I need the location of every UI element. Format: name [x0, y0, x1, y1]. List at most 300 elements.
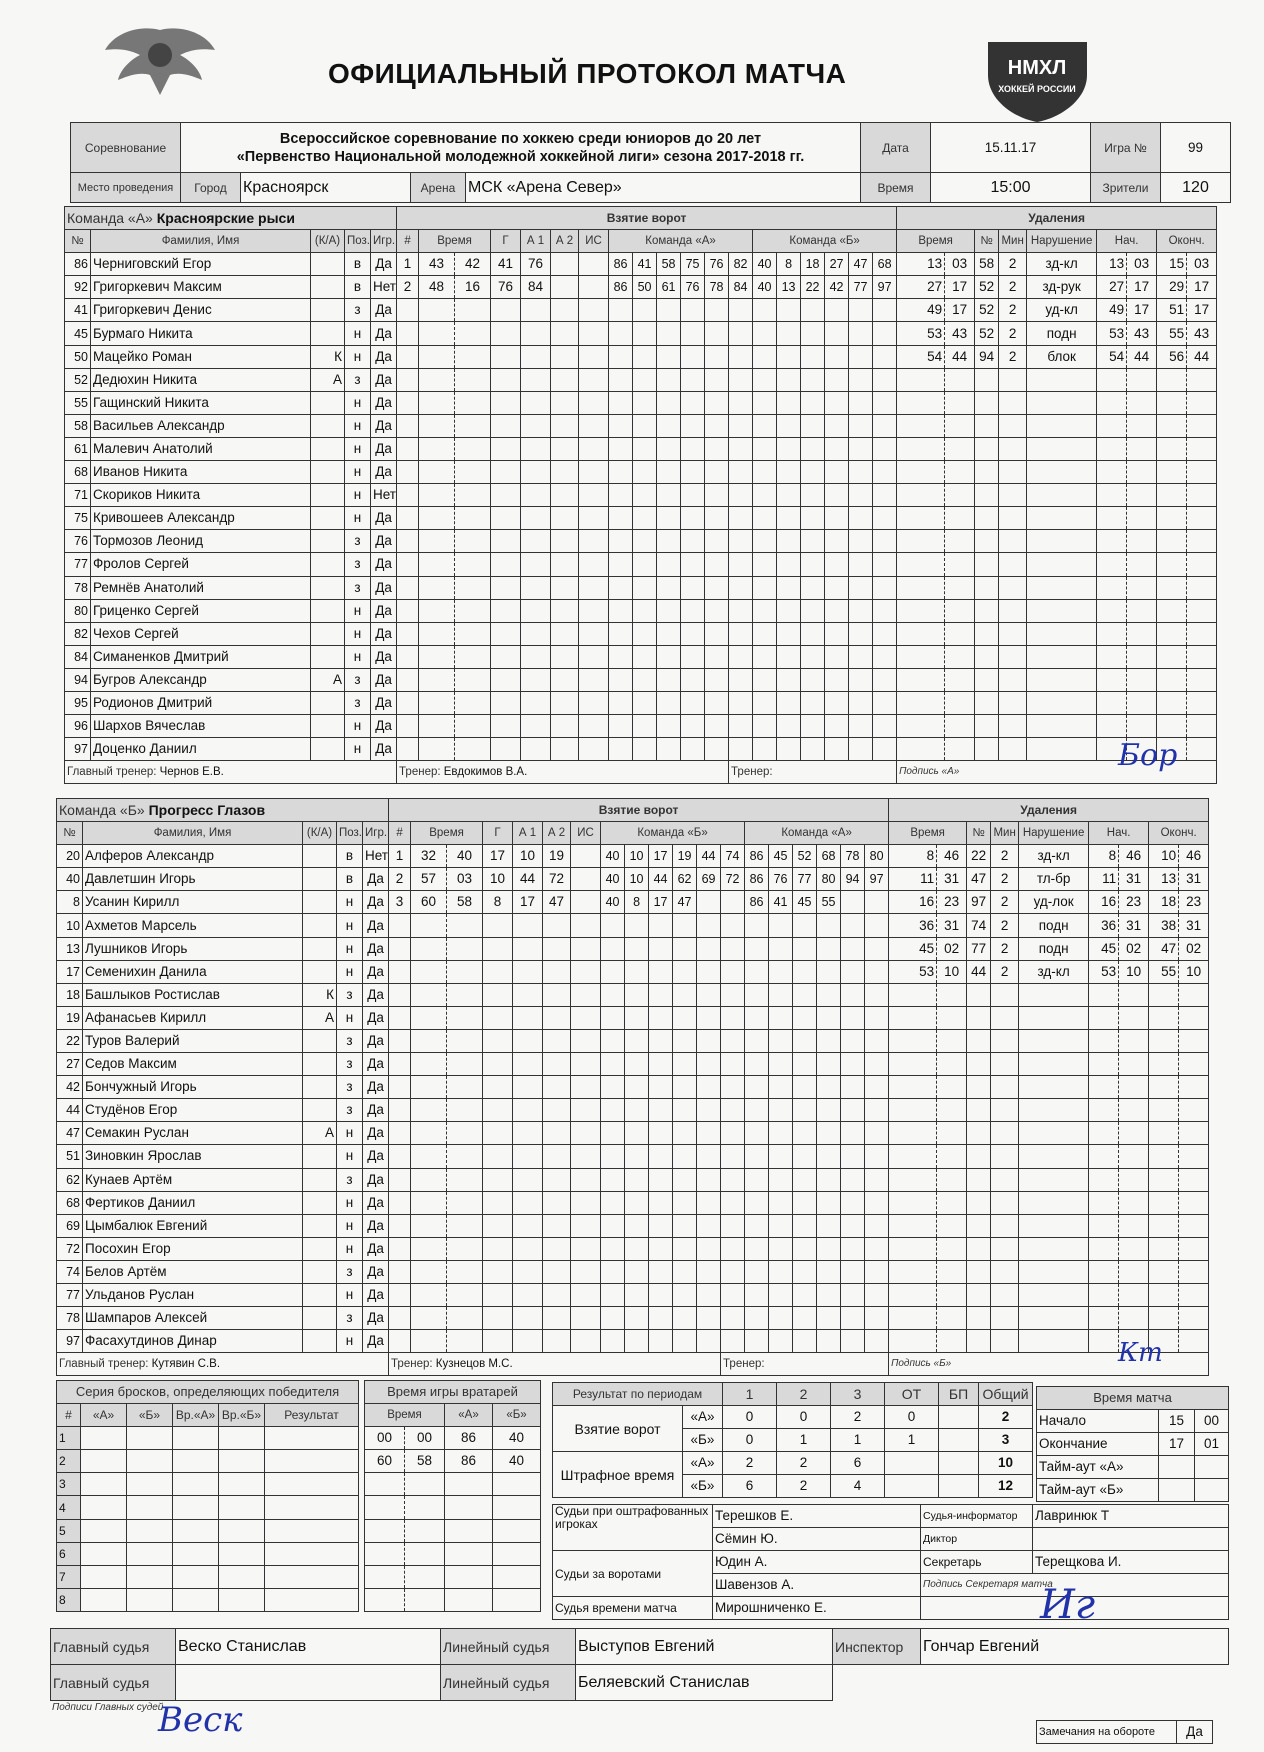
penalty-cell [1127, 368, 1157, 391]
on-ice-player [609, 668, 633, 691]
shootout-cell [173, 1565, 219, 1588]
penalty-cell [999, 599, 1027, 622]
goal-cell [579, 461, 609, 484]
penalty-cell [1119, 1283, 1149, 1306]
goal-cell [447, 1168, 483, 1191]
on-ice-player [633, 507, 657, 530]
player-name: Черниговский Егор [91, 253, 311, 276]
on-ice-player [657, 414, 681, 437]
penalty-cell [1187, 414, 1217, 437]
on-ice-player [865, 1099, 889, 1122]
goal-cell [455, 345, 491, 368]
penalty-cell [967, 1330, 991, 1353]
penalty-cell [1187, 530, 1217, 553]
on-ice-player: 62 [673, 868, 697, 891]
player-number: 19 [57, 1006, 83, 1029]
on-ice-player [753, 668, 777, 691]
on-ice-player: 40 [753, 253, 777, 276]
penalty-cell [1157, 668, 1187, 691]
on-ice-player [745, 1307, 769, 1330]
on-ice-player [841, 1145, 865, 1168]
player-number: 74 [57, 1260, 83, 1283]
on-ice-player [865, 1168, 889, 1191]
penalty-cell [1089, 1099, 1119, 1122]
on-ice-player [849, 368, 873, 391]
penalty-cell [991, 1168, 1019, 1191]
on-ice-player [801, 738, 825, 761]
goalie-seconds [405, 1496, 445, 1519]
penalty-cell [967, 1099, 991, 1122]
player-row [65, 668, 1217, 691]
shootout-cell [173, 1519, 219, 1542]
on-ice-player [793, 1168, 817, 1191]
on-ice-player [681, 299, 705, 322]
period-value: 0 [723, 1406, 777, 1429]
period-value: 6 [723, 1475, 777, 1498]
player-name: Мацейко Роман [91, 345, 311, 368]
on-ice-player [817, 1191, 841, 1214]
goal-cell [579, 322, 609, 345]
goal-cell [543, 1145, 571, 1168]
on-ice-player [825, 507, 849, 530]
on-ice-player [633, 391, 657, 414]
shootout-cell [265, 1450, 359, 1473]
on-ice-player [865, 914, 889, 937]
goal-number [389, 914, 411, 937]
on-ice-player [745, 1260, 769, 1283]
player-role [311, 553, 345, 576]
on-ice-player [817, 1076, 841, 1099]
on-ice-player [801, 507, 825, 530]
on-ice-player [769, 960, 793, 983]
player-role [311, 322, 345, 345]
penalty-cell [1089, 1029, 1119, 1052]
goal-cell [571, 1307, 601, 1330]
goal-cell [551, 437, 579, 460]
player-number: 76 [65, 530, 91, 553]
on-ice-player [825, 668, 849, 691]
goal-cell [491, 691, 521, 714]
on-ice-player [697, 937, 721, 960]
penalty-cell: 29 [1157, 276, 1187, 299]
goal-number [397, 437, 419, 460]
on-ice-player: 10 [625, 868, 649, 891]
doc-title: ОФИЦИАЛЬНЫЙ ПРОТОКОЛ МАТЧА [328, 58, 847, 89]
on-ice-player [601, 1006, 625, 1029]
goal-cell [491, 715, 521, 738]
period-team: «Б» [683, 1429, 723, 1452]
on-ice-player [729, 299, 753, 322]
player-position: н [337, 1283, 363, 1306]
on-ice-player: 47 [673, 891, 697, 914]
player-row [65, 437, 1217, 460]
penalty-cell [1089, 1260, 1119, 1283]
on-ice-player [657, 484, 681, 507]
on-ice-player [841, 1168, 865, 1191]
penalty-cell [1149, 1099, 1179, 1122]
start-minutes: 00 [1195, 1410, 1229, 1433]
on-ice-player: 17 [649, 845, 673, 868]
on-ice-player [681, 437, 705, 460]
player-name: Семакин Руслан [83, 1122, 303, 1145]
penalty-cell [975, 738, 999, 761]
on-ice-player [657, 368, 681, 391]
period-row [553, 1406, 1033, 1429]
player-row [57, 1006, 1209, 1029]
goal-cell [491, 391, 521, 414]
goal-cell [483, 1214, 513, 1237]
city-value: Красноярск [241, 173, 411, 203]
on-ice-player [609, 715, 633, 738]
penalty-cell [897, 461, 945, 484]
start-hours: 15 [1159, 1410, 1195, 1433]
player-number: 72 [57, 1237, 83, 1260]
player-role [303, 1076, 337, 1099]
goal-cell [571, 960, 601, 983]
penalty-cell [1119, 1099, 1149, 1122]
goal-cell [579, 276, 609, 299]
on-ice-player [745, 1191, 769, 1214]
goal-cell [483, 1099, 513, 1122]
on-ice-player [753, 553, 777, 576]
player-row [57, 1260, 1209, 1283]
on-ice-player [609, 530, 633, 553]
goalie-seconds [405, 1565, 445, 1588]
goal-cell [543, 1260, 571, 1283]
player-row [65, 322, 1217, 345]
goalie-minutes [365, 1542, 405, 1565]
player-played: Нет [363, 845, 389, 868]
player-played: Да [363, 1214, 389, 1237]
column-header: Фамилия, Имя [83, 822, 303, 845]
penalty-cell [1089, 1122, 1119, 1145]
on-ice-player [609, 437, 633, 460]
goal-cell [513, 1307, 543, 1330]
player-name: Симаненков Дмитрий [91, 645, 311, 668]
player-number: 62 [57, 1168, 83, 1191]
goalie-b [493, 1588, 541, 1611]
penalty-cell [1027, 553, 1097, 576]
penalty-cell: зд-кл [1027, 253, 1097, 276]
penalty-cell [999, 437, 1027, 460]
penalty-cell [1157, 507, 1187, 530]
goal-number [389, 960, 411, 983]
penalty-cell [1157, 645, 1187, 668]
goal-cell [521, 576, 551, 599]
goal-cell [579, 345, 609, 368]
penalty-cell: уд-кл [1027, 299, 1097, 322]
penalty-cell [1089, 1191, 1119, 1214]
penalty-cell [1019, 1006, 1089, 1029]
on-ice-player [705, 484, 729, 507]
goal-number [397, 553, 419, 576]
on-ice-player [705, 437, 729, 460]
player-name: Гащинский Никита [91, 391, 311, 414]
goal-cell: 16 [455, 276, 491, 299]
player-number: 77 [65, 553, 91, 576]
player-played: Нет [371, 484, 397, 507]
on-ice-player [721, 1006, 745, 1029]
goal-cell [411, 1260, 447, 1283]
goal-cell [447, 1307, 483, 1330]
column-header: Взятие ворот [389, 799, 889, 822]
on-ice-player [817, 1237, 841, 1260]
player-name: Зиновкин Ярослав [83, 1145, 303, 1168]
penalty-cell [1097, 391, 1127, 414]
shootout-row [57, 1496, 359, 1519]
player-played: Да [363, 1006, 389, 1029]
goal-cell [551, 507, 579, 530]
end-hours: 17 [1159, 1433, 1195, 1456]
shootout-cell [81, 1427, 127, 1450]
penalty-cell: 10 [1149, 845, 1179, 868]
player-played: Да [363, 1053, 389, 1076]
goalie-seconds [405, 1542, 445, 1565]
penalty-cell: 8 [889, 845, 937, 868]
player-position: н [337, 937, 363, 960]
goal-cell [411, 1053, 447, 1076]
player-played: Да [371, 368, 397, 391]
goal-cell [513, 937, 543, 960]
player-role [311, 299, 345, 322]
on-ice-player [673, 1260, 697, 1283]
on-ice-player [849, 738, 873, 761]
goal-number [389, 1006, 411, 1029]
player-position: н [337, 960, 363, 983]
on-ice-player: 75 [681, 253, 705, 276]
period-value: 2 [777, 1475, 831, 1498]
on-ice-player: 13 [777, 276, 801, 299]
penalty-cell: 56 [1157, 345, 1187, 368]
penalty-cell [1157, 553, 1187, 576]
penalty-cell [889, 1122, 937, 1145]
penalty-cell [1027, 599, 1097, 622]
player-role [303, 1330, 337, 1353]
player-role: К [311, 345, 345, 368]
goal-cell [447, 1099, 483, 1122]
goal-cell [571, 1237, 601, 1260]
on-ice-player [657, 691, 681, 714]
shootout-number: 4 [57, 1496, 81, 1519]
goal-cell [579, 391, 609, 414]
penalty-cell [889, 1029, 937, 1052]
on-ice-player [609, 461, 633, 484]
column-header: Время [419, 230, 491, 253]
goal-cell [411, 937, 447, 960]
on-ice-player [849, 322, 873, 345]
penalty-cell [1027, 437, 1097, 460]
shootout-cell [81, 1473, 127, 1496]
column-header: Поз. [337, 822, 363, 845]
on-ice-player [729, 645, 753, 668]
goalie-b [493, 1496, 541, 1519]
goal-cell [551, 414, 579, 437]
player-position: з [337, 1029, 363, 1052]
player-role [311, 576, 345, 599]
on-ice-player [769, 914, 793, 937]
penalty-cell: 03 [945, 253, 975, 276]
penalty-cell [1127, 668, 1157, 691]
on-ice-player [841, 1330, 865, 1353]
on-ice-player [793, 937, 817, 960]
goal-cell [419, 322, 455, 345]
penalty-cell [1179, 1214, 1209, 1237]
on-ice-player [841, 937, 865, 960]
on-ice-player: 80 [865, 845, 889, 868]
on-ice-player [625, 1191, 649, 1214]
penalty-cell [975, 530, 999, 553]
penalty-cell [1089, 1168, 1119, 1191]
match-time-table: Время матча Начало 15 00 Окончание 17 01 Тайм-аут «А» Тайм-аут «Б» [1036, 1386, 1229, 1502]
period-value: 12 [979, 1475, 1033, 1498]
penalty-cell: 2 [991, 937, 1019, 960]
goal-number [397, 691, 419, 714]
on-ice-player [849, 414, 873, 437]
on-ice-player [681, 530, 705, 553]
on-ice-player: 78 [705, 276, 729, 299]
goal-cell [543, 1099, 571, 1122]
head-coach-cell [57, 1353, 389, 1376]
goal-cell [447, 914, 483, 937]
penalty-cell: 55 [1149, 960, 1179, 983]
goalie-seconds [405, 1519, 445, 1542]
period-value: 2 [831, 1406, 885, 1429]
player-position: з [345, 530, 371, 553]
player-row [57, 1122, 1209, 1145]
on-ice-player [865, 891, 889, 914]
on-ice-player: 44 [697, 845, 721, 868]
penalty-cell [991, 1330, 1019, 1353]
on-ice-player [721, 937, 745, 960]
shootout-number: 7 [57, 1565, 81, 1588]
on-ice-player: 44 [649, 868, 673, 891]
player-role [311, 530, 345, 553]
on-ice-player [673, 1076, 697, 1099]
on-ice-player: 61 [657, 276, 681, 299]
penalty-cell: 31 [937, 868, 967, 891]
penalty-cell: 02 [1179, 937, 1209, 960]
on-ice-player [657, 437, 681, 460]
on-ice-player [801, 299, 825, 322]
penalty-cell [889, 1260, 937, 1283]
goal-cell: 44 [513, 868, 543, 891]
on-ice-player: 40 [601, 891, 625, 914]
column-header: Поз. [345, 230, 371, 253]
column-header: ОТ [885, 1383, 939, 1406]
player-played: Да [371, 461, 397, 484]
penalty-cell: 27 [897, 276, 945, 299]
goal-cell [491, 437, 521, 460]
on-ice-player [873, 691, 897, 714]
goalie-seconds: 00 [405, 1427, 445, 1450]
on-ice-player [825, 299, 849, 322]
goal-cell [419, 368, 455, 391]
goal-cell [419, 299, 455, 322]
on-ice-player [601, 1260, 625, 1283]
penalty-cell: 10 [1119, 960, 1149, 983]
player-row [57, 1053, 1209, 1076]
goal-cell [543, 1237, 571, 1260]
penalty-cell [1149, 983, 1179, 1006]
period-value: 1 [777, 1429, 831, 1452]
player-row [65, 391, 1217, 414]
player-played: Да [371, 645, 397, 668]
column-header: № [57, 822, 83, 845]
goal-cell [491, 322, 521, 345]
penalty-cell [1119, 1237, 1149, 1260]
goal-cell [411, 1214, 447, 1237]
on-ice-player [865, 1260, 889, 1283]
penalty-cell [967, 1029, 991, 1052]
column-header: Команда «А» [609, 230, 753, 253]
penalty-cell [889, 1145, 937, 1168]
on-ice-player [625, 1076, 649, 1099]
penalty-cell [1019, 1076, 1089, 1099]
on-ice-player [705, 345, 729, 368]
on-ice-player: 86 [745, 891, 769, 914]
goal-number [389, 1168, 411, 1191]
on-ice-player [609, 299, 633, 322]
on-ice-player [705, 645, 729, 668]
shootout-cell [265, 1542, 359, 1565]
penalty-cell: 43 [1127, 322, 1157, 345]
goal-cell [411, 1145, 447, 1168]
player-row [65, 507, 1217, 530]
player-position: з [345, 576, 371, 599]
penalty-cell [991, 1307, 1019, 1330]
player-number: 55 [65, 391, 91, 414]
on-ice-player [657, 599, 681, 622]
goal-cell [551, 461, 579, 484]
goalie-a: 86 [445, 1427, 493, 1450]
penalty-cell: 49 [897, 299, 945, 322]
on-ice-player [825, 414, 849, 437]
period-value: 1 [831, 1429, 885, 1452]
shootout-cell [127, 1473, 173, 1496]
penalty-cell [1127, 576, 1157, 599]
player-role [303, 1260, 337, 1283]
on-ice-player [601, 1122, 625, 1145]
penalty-cell [937, 1006, 967, 1029]
player-name: Усанин Кирилл [83, 891, 303, 914]
on-ice-player [769, 1307, 793, 1330]
penalty-cell [889, 1214, 937, 1237]
on-ice-player [729, 622, 753, 645]
penalty-cell [975, 576, 999, 599]
game-number: 99 [1161, 123, 1231, 173]
goal-cell [521, 391, 551, 414]
goal-cell: 57 [411, 868, 447, 891]
penalty-cell: 17 [945, 299, 975, 322]
on-ice-player [841, 1191, 865, 1214]
penalty-cell: 2 [991, 914, 1019, 937]
on-ice-player [681, 668, 705, 691]
player-number: 97 [57, 1330, 83, 1353]
goal-cell [455, 507, 491, 530]
date-value: 15.11.17 [931, 123, 1091, 173]
on-ice-player [849, 530, 873, 553]
goal-cell [411, 914, 447, 937]
goal-cell [579, 576, 609, 599]
goal-number [397, 345, 419, 368]
on-ice-player [601, 1237, 625, 1260]
penalty-cell: 44 [967, 960, 991, 983]
goal-cell [571, 868, 601, 891]
shootout-row [57, 1519, 359, 1542]
goal-cell [551, 622, 579, 645]
on-ice-player [729, 715, 753, 738]
on-ice-player [657, 622, 681, 645]
